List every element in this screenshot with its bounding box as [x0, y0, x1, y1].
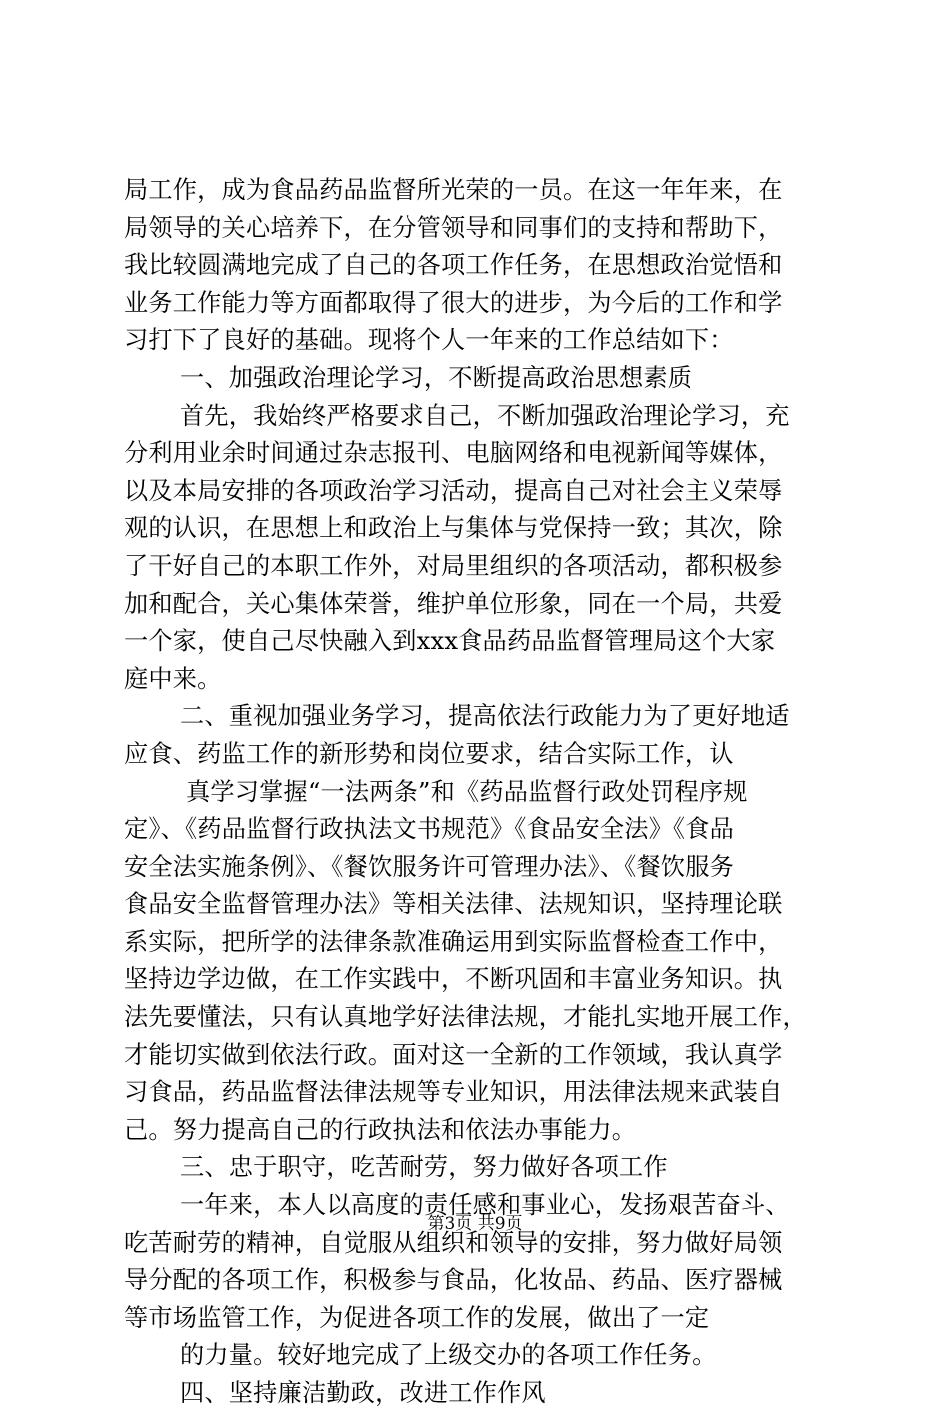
text-line: 真学习掌握“一法两条”和《药品监督行政处罚程序规: [186, 777, 748, 806]
text-line: 己。努力提高自己的行政执法和依法办事能力。: [124, 1115, 637, 1144]
text-line: 应食、药监工作的新形势和岗位要求，结合实际工作，认: [124, 739, 734, 768]
text-line: 定》、《药品监督行政执法文书规范》《食品安全法》《食品: [124, 815, 735, 844]
page-footer: 第3页 共9页: [427, 1214, 523, 1234]
text-line: 一、加强政治理论学习，不断提高政治思想素质: [180, 363, 693, 392]
text-line: 局工作，成为食品药品监督所光荣的一员。在这一年年来，在: [124, 176, 783, 204]
text-line: 的力量。较好地完成了上级交办的各项工作任务。: [180, 1341, 717, 1370]
text-line: 一年来，本人以高度的责任感和事业心，发扬艰苦奋斗、: [180, 1191, 790, 1220]
text-line: 三、忠于职守，吃苦耐劳，努力做好各项工作: [180, 1153, 668, 1182]
text-line: 分利用业余时间通过杂志报刊、电脑网络和电视新闻等媒体，: [124, 439, 783, 468]
text-line: 局领导的关心培养下，在分管领导和同事们的支持和帮助下，: [124, 213, 783, 242]
text-line: 坚持边学边做，在工作实践中，不断巩固和丰富业务知识。执: [124, 965, 783, 994]
text-line: 才能切实做到依法行政。面对这一全新的工作领域，我认真学: [124, 1040, 783, 1069]
text-line: 加和配合，关心集体荣誉，维护单位形象，同在一个局，共爱: [124, 589, 783, 618]
text-line: 首先，我始终严格要求自己，不断加强政治理论学习，充: [180, 401, 790, 430]
text-line: 观的认识，在思想上和政治上与集体与党保持一致；其次，除: [124, 514, 783, 543]
text-line: 四、坚持廉洁勤政，改进工作作风: [180, 1379, 546, 1407]
text-line: 法先要懂法，只有认真地学好法律法规，才能扎实地开展工作，: [124, 1003, 807, 1032]
text-line: 我比较圆满地完成了自己的各项工作任务，在思想政治觉悟和: [124, 251, 783, 280]
text-line: 一个家，使自己尽快融入到xxx食品药品监督管理局这个大家: [124, 627, 776, 656]
text-line: 等市场监管工作，为促进各项工作的发展，做出了一定: [124, 1303, 710, 1332]
text-line: 习打下了良好的基础。现将个人一年来的工作总结如下：: [124, 326, 734, 355]
text-line: 安全法实施条例》、《餐饮服务许可管理办法》、《餐饮服务: [124, 852, 735, 881]
text-line: 业务工作能力等方面都取得了很大的进步，为今后的工作和学: [124, 288, 783, 317]
text-line: 庭中来。: [124, 664, 222, 693]
text-line: 吃苦耐劳的精神，自觉服从组织和领导的安排，努力做好局领: [124, 1228, 783, 1257]
text-line: 食品安全监督管理办法》等相关法律、法规知识，坚持理论联: [124, 890, 783, 919]
text-line: 以及本局安排的各项政治学习活动，提高自己对社会主义荣辱: [124, 476, 783, 505]
text-line: 导分配的各项工作，积极参与食品，化妆品、药品、医疗器械: [124, 1266, 783, 1295]
text-line: 了干好自己的本职工作外，对局里组织的各项活动，都积极参: [124, 551, 783, 580]
text-line: 二、重视加强业务学习，提高依法行政能力为了更好地适: [180, 702, 790, 731]
text-line: 系实际，把所学的法律条款准确运用到实际监督检查工作中，: [124, 927, 783, 956]
text-line: 习食品，药品监督法律法规等专业知识，用法律法规来武装自: [124, 1078, 783, 1107]
